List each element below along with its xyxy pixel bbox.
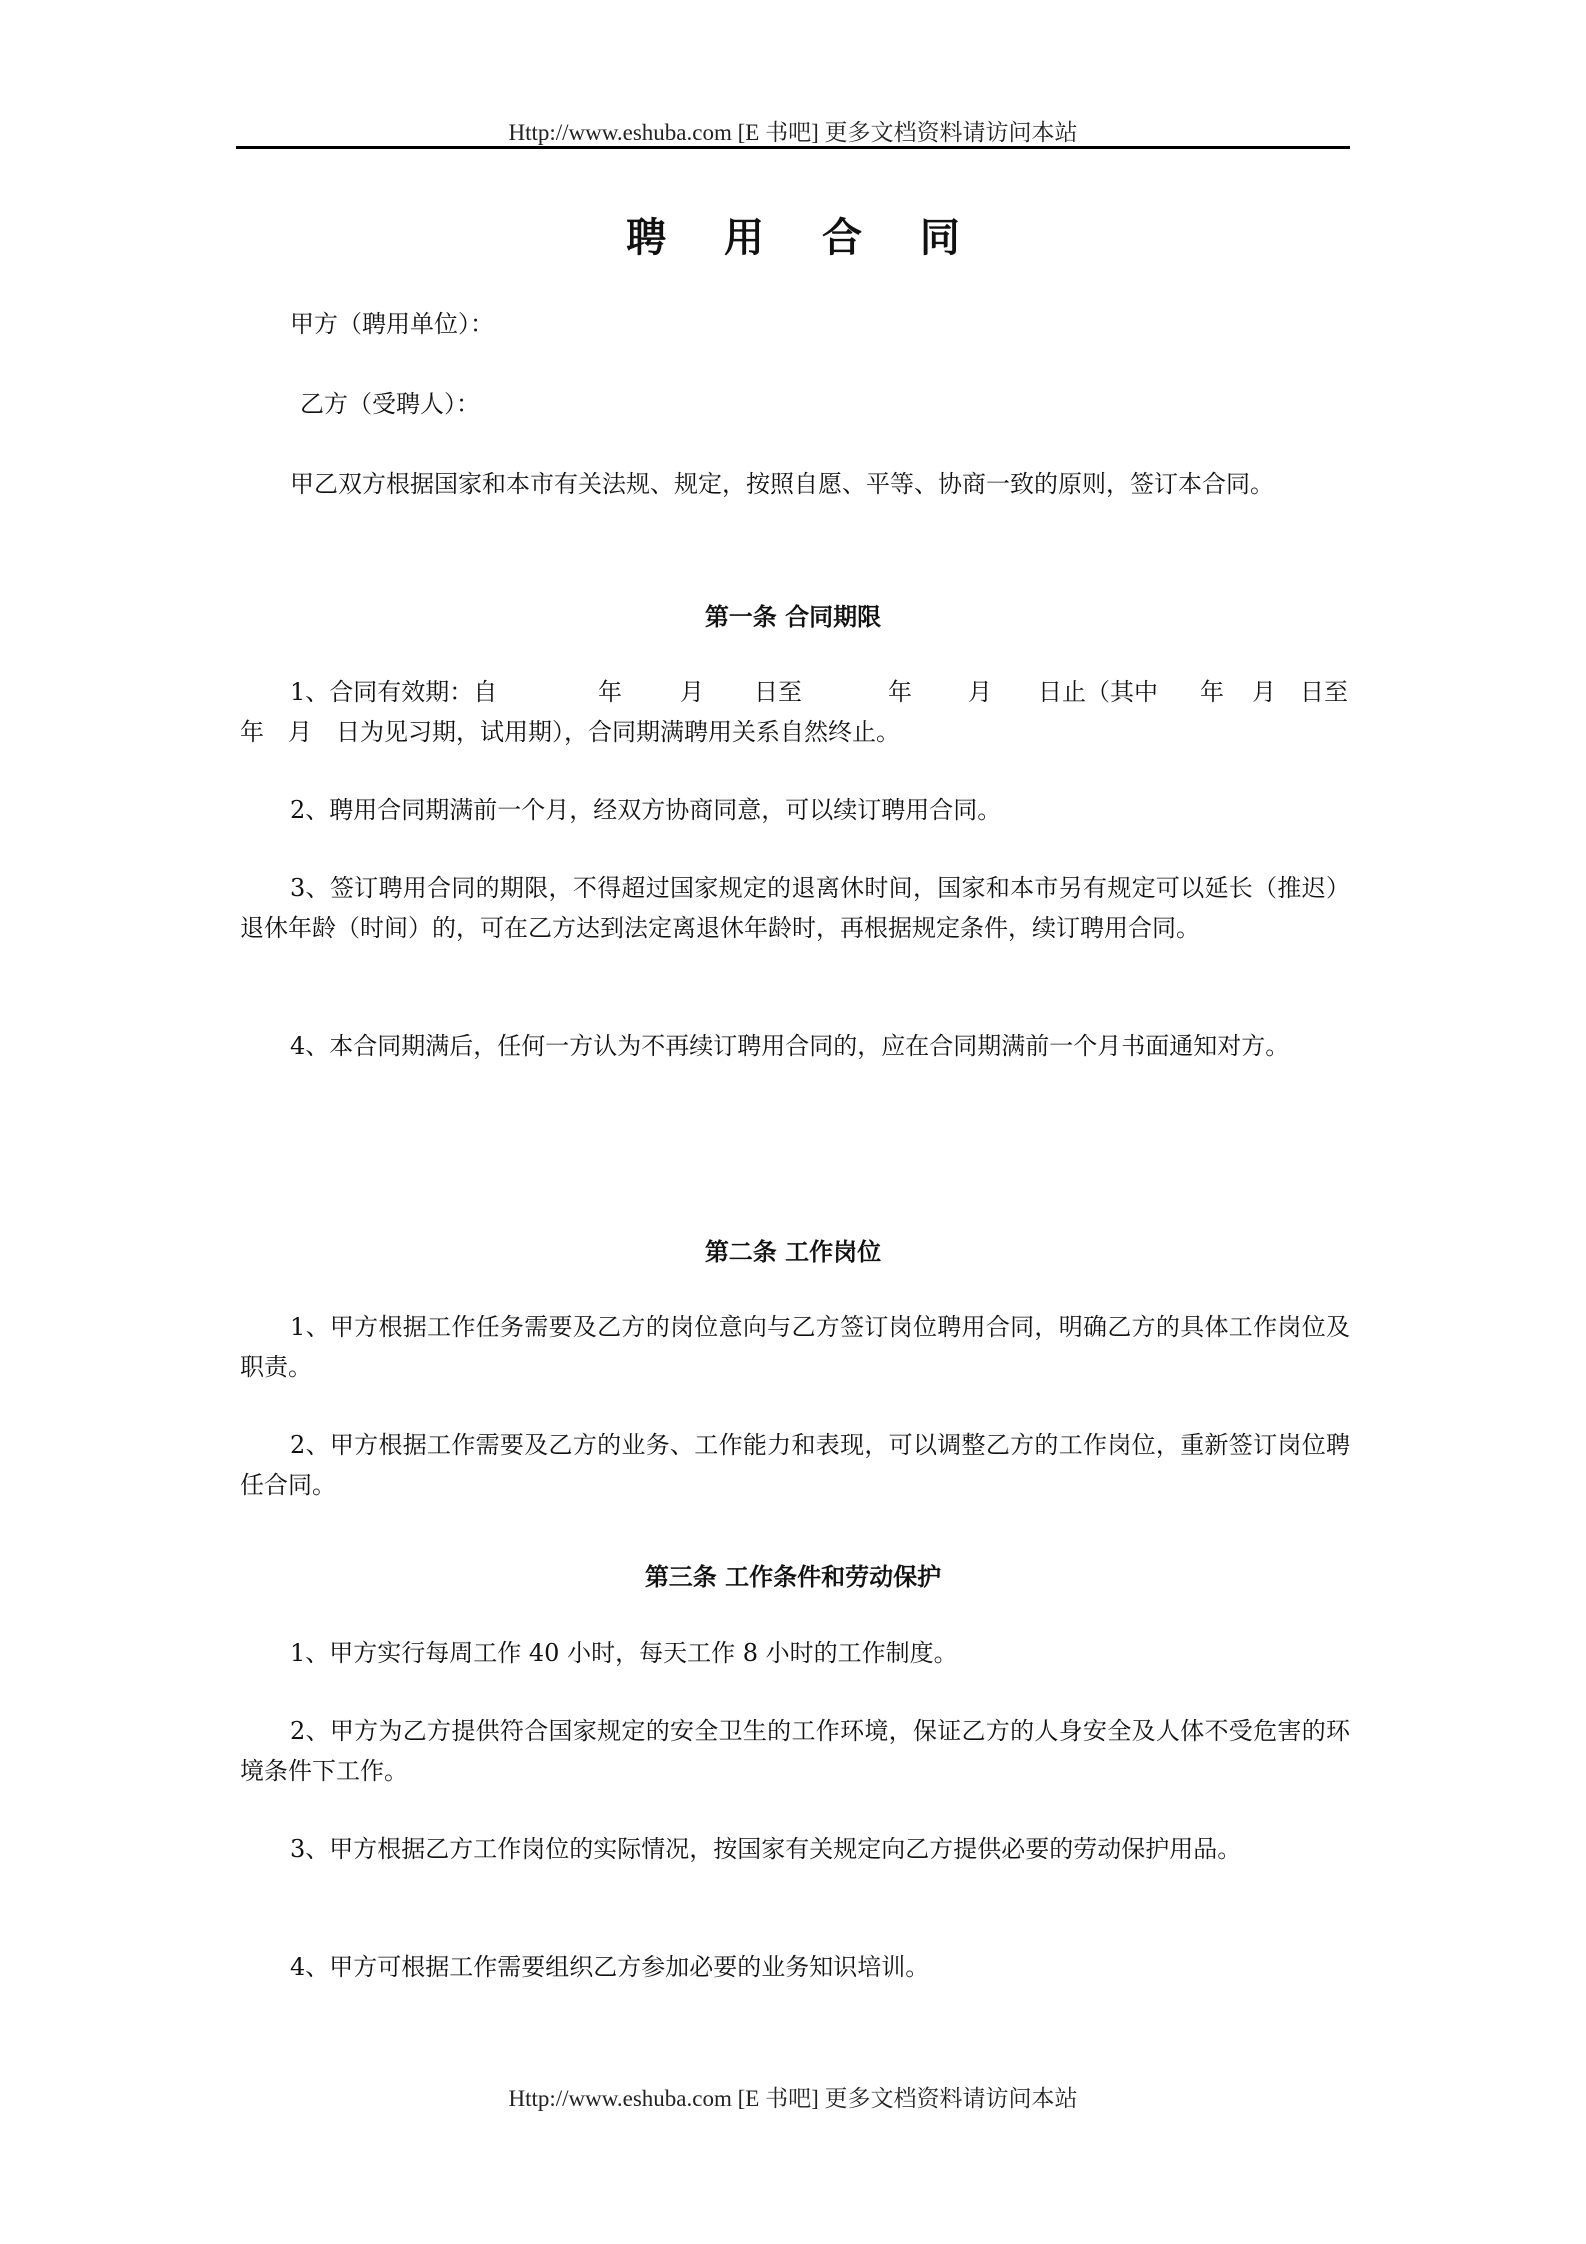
clause-3-3: 3、甲方根据乙方工作岗位的实际情况，按国家有关规定向乙方提供必要的劳动保护用品。 — [290, 1835, 1242, 1863]
date-token: 月 — [680, 678, 704, 706]
clause-2-1: 1、甲方根据工作任务需要及乙方的岗位意向与乙方签订岗位聘用合同，明确乙方的具体工作岗位及职责。 — [240, 1313, 1350, 1381]
document-title: 聘 用 合 同 — [626, 214, 982, 261]
page-header: Http://www.eshuba.com [E 书吧] 更多文档资料请访问本站 — [508, 120, 1078, 145]
clause-2-2: 2、甲方根据工作需要及乙方的业务、工作能力和表现，可以调整乙方的工作岗位，重新签订岗位聘任合同。 — [240, 1431, 1350, 1499]
header-rule — [236, 146, 1350, 149]
contract-term-date-line-2 — [240, 712, 1350, 752]
clause-1-3: 3、签订聘用合同的期限，不得超过国家规定的退离休时间，国家和本市另有规定可以延长（推迟）退休年龄（时间）的，可在乙方达到法定离退休年龄时，再根据规定条件，续订聘用合同。 — [240, 874, 1350, 942]
preamble: 甲乙双方根据国家和本市有关法规、规定，按照自愿、平等、协商一致的原则，签订本合同。 — [290, 470, 1274, 498]
date-token: 年 — [888, 678, 912, 706]
clause-1-4: 4、本合同期满后，任何一方认为不再续订聘用合同的，应在合同期满前一个月书面通知对方。 — [290, 1032, 1290, 1060]
contract-term-date-line-1 — [240, 672, 1350, 712]
date-token: 年 — [598, 678, 622, 706]
section-2-heading: 第二条 工作岗位 — [704, 1237, 882, 1266]
clause-3-2: 2、甲方为乙方提供符合国家规定的安全卫生的工作环境，保证乙方的人身安全及人体不受危害的环境条件下工作。 — [240, 1717, 1350, 1785]
date-token: 日至 — [754, 678, 802, 706]
date-token: 日至 — [1300, 678, 1348, 706]
clause-1-2: 2、聘用合同期满前一个月，经双方协商同意，可以续订聘用合同。 — [290, 796, 1002, 824]
date-token: 1、合同有效期：自 — [290, 678, 498, 706]
date-token: 月 — [968, 678, 992, 706]
date-token: 月 — [1252, 678, 1276, 706]
party-b-label: 乙方（受聘人）： — [300, 390, 480, 418]
party-a-label: 甲方（聘用单位）： — [290, 310, 494, 338]
section-3-heading: 第三条 工作条件和劳动保护 — [644, 1562, 942, 1591]
date-token: 月 — [288, 718, 312, 746]
clause-3-4: 4、甲方可根据工作需要组织乙方参加必要的业务知识培训。 — [290, 1953, 930, 1981]
date-token: 年 — [1200, 678, 1224, 706]
page-footer: Http://www.eshuba.com [E 书吧] 更多文档资料请访问本站 — [508, 2086, 1078, 2111]
date-token: 年 — [240, 718, 264, 746]
date-token: 日为见习期，试用期），合同期满聘用关系自然终止。 — [336, 718, 900, 746]
clause-3-1: 1、甲方实行每周工作 40 小时，每天工作 8 小时的工作制度。 — [290, 1639, 958, 1667]
date-token: 日止（其中 — [1038, 678, 1158, 706]
section-1-heading: 第一条 合同期限 — [704, 602, 882, 631]
